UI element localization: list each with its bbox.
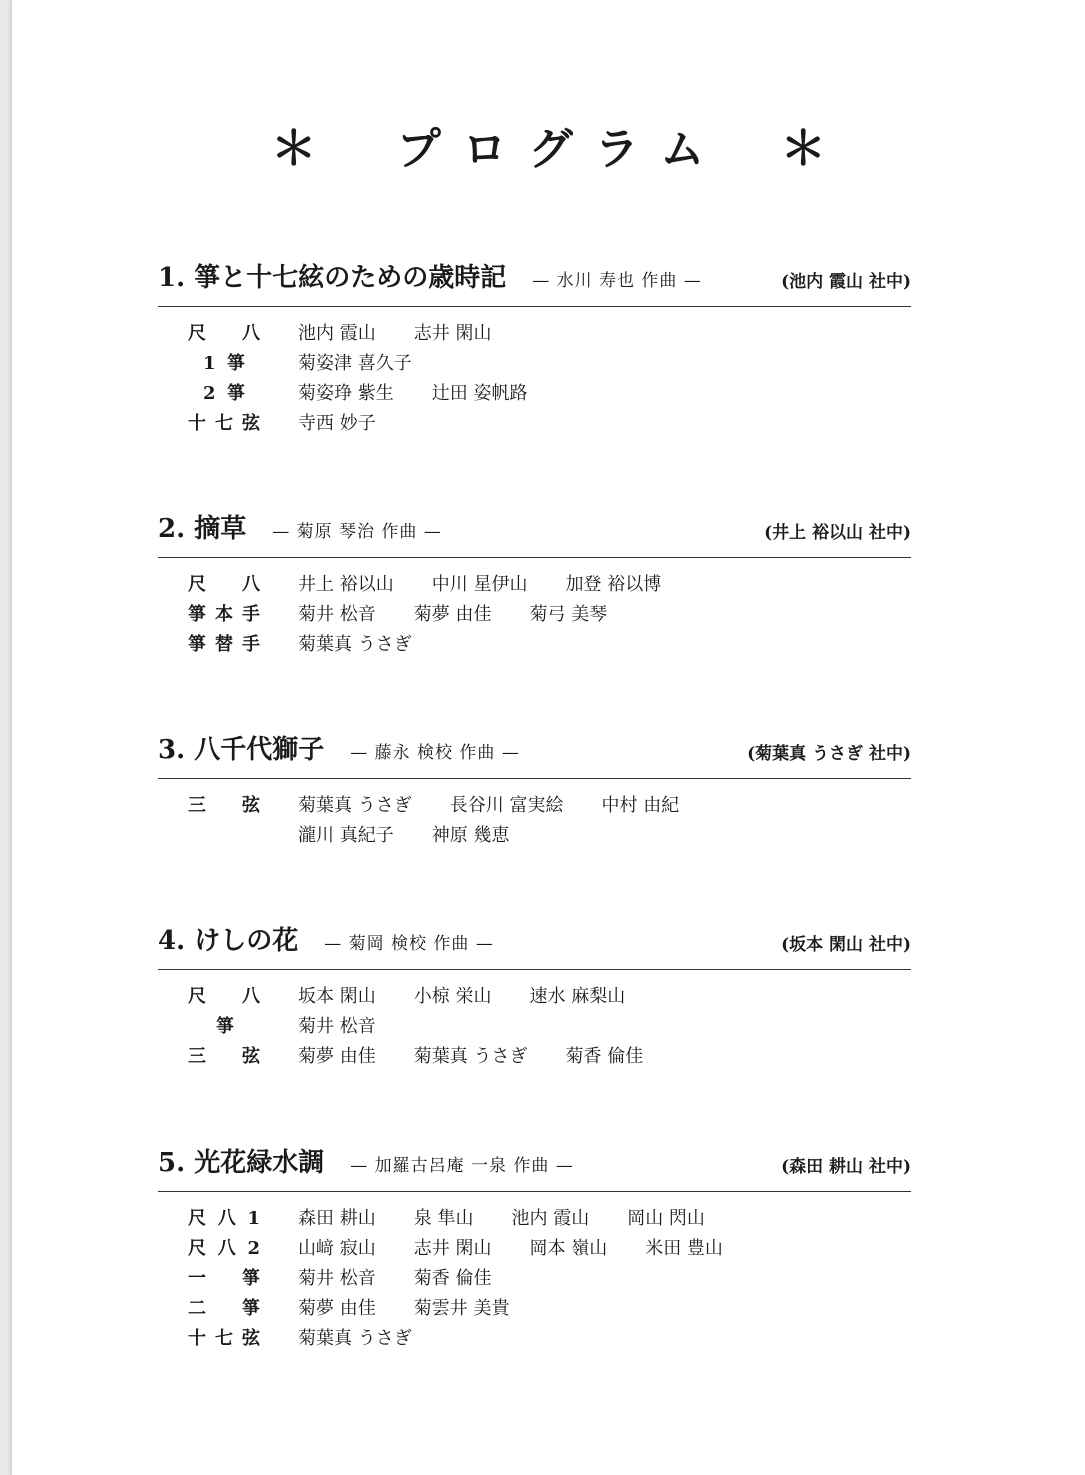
performer-names: 菊井 松音 菊夢 由佳 菊弓 美琴 xyxy=(298,604,608,625)
performer-names: 菊夢 由佳 菊雲井 美貴 xyxy=(298,1298,510,1319)
program-title xyxy=(12,112,1085,178)
performer-row xyxy=(158,349,911,379)
instrument-label: 三 弦 xyxy=(188,1046,260,1067)
performer-names: 山﨑 寂山 志井 閑山 岡本 嶺山 米田 豊山 xyxy=(298,1238,723,1259)
program-item-header xyxy=(158,1147,911,1192)
performer-row xyxy=(158,1234,911,1264)
program-item-header xyxy=(158,734,911,779)
performing-group: (森田 耕山 社中) xyxy=(781,1157,911,1177)
performer-names: 菊夢 由佳 菊葉真 うさぎ 菊香 倫佳 xyxy=(298,1046,644,1067)
composer: — 藤永 検校 作曲 — xyxy=(350,743,520,763)
instrument-label: 十七弦 xyxy=(188,413,260,434)
performer-names: 菊姿津 喜久子 xyxy=(298,353,412,374)
performing-group: (井上 裕以山 社中) xyxy=(764,523,911,543)
performer-names: 瀧川 真紀子 神原 幾恵 xyxy=(298,825,510,846)
performer-names: 菊井 松音 xyxy=(298,1016,376,1037)
asterisk-left-icon: ＊ xyxy=(270,121,317,175)
performer-row xyxy=(158,1264,911,1294)
performer-names: 菊葉真 うさぎ 長谷川 富実絵 中村 由紀 xyxy=(298,795,680,816)
piece-title: 1. 箏と十七絃のための歳時記 — 水川 寿也 作曲 — xyxy=(158,263,702,293)
instrument-label: 1 箏 xyxy=(203,353,245,374)
instrument-label: 箏替手 xyxy=(188,634,260,655)
performer-row xyxy=(158,791,911,821)
asterisk-right-icon: ＊ xyxy=(780,121,827,175)
piece-title: 2. 摘草 — 菊原 琴治 作曲 — xyxy=(158,514,442,544)
performer-row xyxy=(158,821,911,851)
performer-row xyxy=(158,570,911,600)
composer: — 加羅古呂庵 一泉 作曲 — xyxy=(350,1156,574,1176)
performer-row xyxy=(158,630,911,660)
instrument-label: 三 弦 xyxy=(188,795,260,816)
performer-row xyxy=(158,409,911,439)
instrument-label: 尺八2 xyxy=(188,1238,260,1259)
program-item-3 xyxy=(158,734,911,851)
instrument-label: 尺八1 xyxy=(188,1208,260,1229)
instrument-label: 尺 八 xyxy=(188,574,260,595)
performer-names: 菊井 松音 菊香 倫佳 xyxy=(298,1268,492,1289)
performer-row xyxy=(158,379,911,409)
program-item-header xyxy=(158,262,911,307)
composer: — 菊原 琴治 作曲 — xyxy=(272,522,442,542)
piece-title: 4. けしの花 — 菊岡 検校 作曲 — xyxy=(158,926,494,956)
program-item-header xyxy=(158,513,911,558)
performer-names: 菊葉真 うさぎ xyxy=(298,634,412,655)
instrument-label: 箏本手 xyxy=(188,604,260,625)
performer-row xyxy=(158,1042,911,1072)
performer-names: 菊葉真 うさぎ xyxy=(298,1328,412,1349)
performing-group: (坂本 閑山 社中) xyxy=(781,935,911,955)
composer: — 水川 寿也 作曲 — xyxy=(532,271,702,291)
instrument-label: 一 箏 xyxy=(188,1268,260,1289)
composer: — 菊岡 検校 作曲 — xyxy=(324,934,494,954)
instrument-label: 2 箏 xyxy=(203,383,245,404)
performer-names: 森田 耕山 泉 隼山 池内 霞山 岡山 閃山 xyxy=(298,1208,705,1229)
instrument-label: 二 箏 xyxy=(188,1298,260,1319)
performing-group: (菊葉真 うさぎ 社中) xyxy=(747,744,911,764)
program-item-header xyxy=(158,925,911,970)
instrument-label: 尺 八 xyxy=(188,323,260,344)
performer-names: 池内 霞山 志井 閑山 xyxy=(298,323,492,344)
performer-names: 坂本 閑山 小椋 栄山 速水 麻梨山 xyxy=(298,986,626,1007)
program-item-1 xyxy=(158,262,911,439)
performer-names: 井上 裕以山 中川 星伊山 加登 裕以博 xyxy=(298,574,662,595)
performer-names: 菊姿琤 紫生 辻田 姿帆路 xyxy=(298,383,528,404)
program-page xyxy=(12,0,1085,1475)
performer-row xyxy=(158,1294,911,1324)
performer-row xyxy=(158,1204,911,1234)
performer-row xyxy=(158,319,911,349)
performer-names: 寺西 妙子 xyxy=(298,413,376,434)
program-item-5 xyxy=(158,1147,911,1354)
program-heading: プログラム xyxy=(396,124,727,175)
instrument-label: 箏 xyxy=(216,1016,234,1037)
program-item-4 xyxy=(158,925,911,1072)
performer-row xyxy=(158,982,911,1012)
performer-row xyxy=(158,1324,911,1354)
performer-row xyxy=(158,600,911,630)
piece-title: 5. 光花緑水調 — 加羅古呂庵 一泉 作曲 — xyxy=(158,1148,574,1178)
piece-title: 3. 八千代獅子 — 藤永 検校 作曲 — xyxy=(158,735,520,765)
instrument-label: 尺 八 xyxy=(188,986,260,1007)
instrument-label: 十七弦 xyxy=(188,1328,260,1349)
performer-row xyxy=(158,1012,911,1042)
performing-group: (池内 霞山 社中) xyxy=(781,272,911,292)
program-item-2 xyxy=(158,513,911,660)
